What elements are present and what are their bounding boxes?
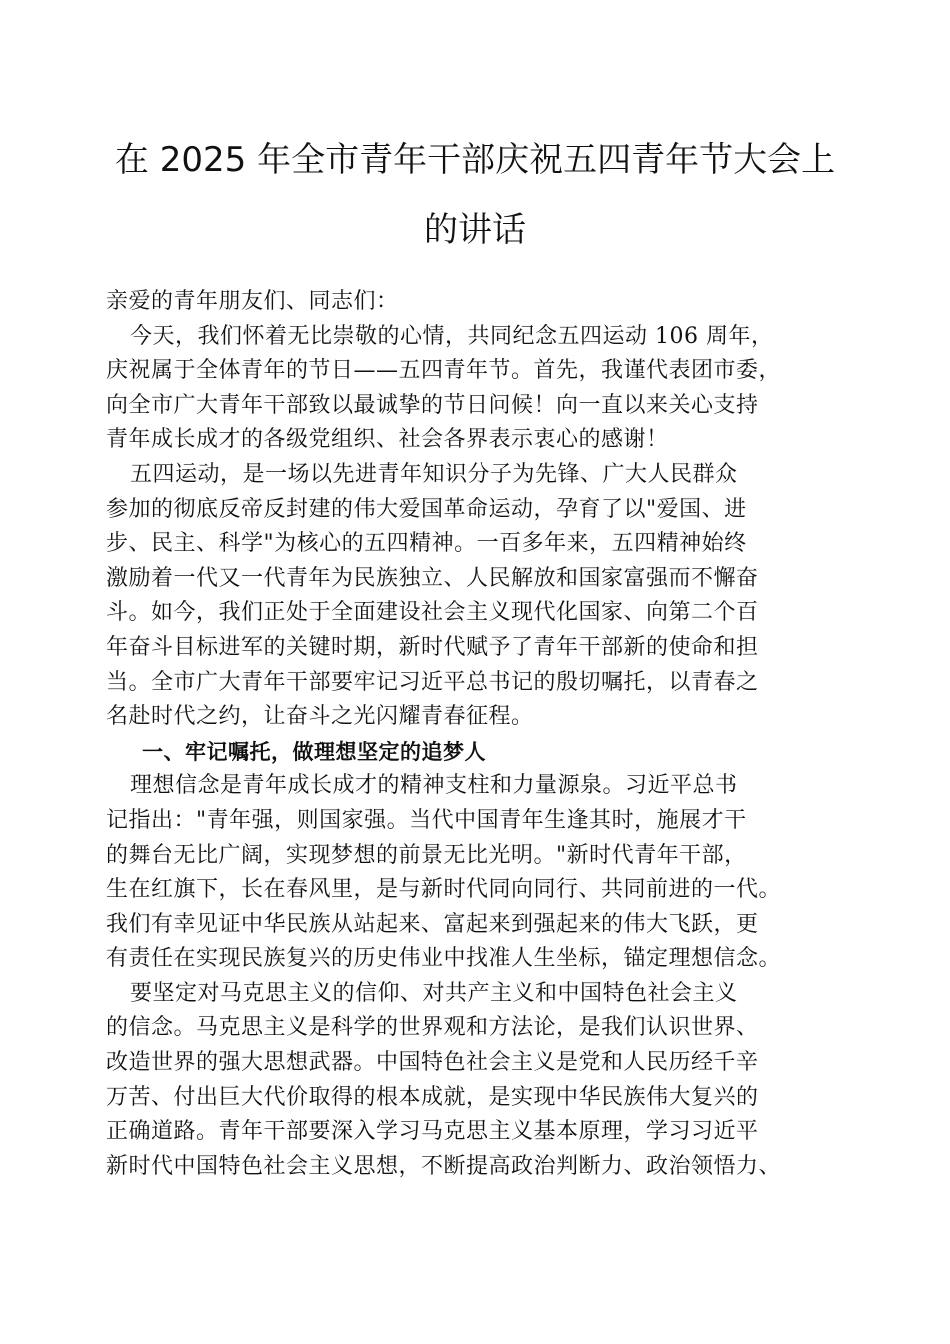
body-text-line: 步、民主、科学"为核心的五四精神。一百多年来，五四精神始终 <box>106 531 747 557</box>
body-text-line: 有责任在实现民族复兴的历史伟业中找准人生坐标，锚定理想信念。 <box>106 946 782 972</box>
body-text-line: 万苦、付出巨大代价取得的根本成就，是实现中华民族伟大复兴的 <box>106 1084 759 1110</box>
body-text-line: 理想信念是青年成长成才的精神支柱和力量源泉。习近平总书 <box>130 773 738 799</box>
body-text-line: 年奋斗目标进军的关键时期，新时代赋予了青年干部新的使命和担 <box>106 634 759 660</box>
body-text-line: 的舞台无比广阔，实现梦想的前景无比光明。"新时代青年干部， <box>106 842 747 868</box>
body-text-line: 正确道路。青年干部要深入学习马克思主义基本原理，学习习近平 <box>106 1119 759 1145</box>
body-text-line: 的信念。马克思主义是科学的世界观和方法论，是我们认识世界、 <box>106 1015 759 1041</box>
body-text-line: 要坚定对马克思主义的信仰、对共产主义和中国特色社会主义 <box>130 980 738 1006</box>
body-text-line: 我们有幸见证中华民族从站起来、富起来到强起来的伟大飞跃，更 <box>106 911 759 937</box>
body-text-line: 向全市广大青年干部致以最诚挚的节日问候！向一直以来关心支持 <box>106 392 759 418</box>
body-text-line: 青年成长成才的各级党组织、社会各界表示衷心的感谢！ <box>106 427 669 453</box>
body-text-line: 当。全市广大青年干部要牢记习近平总书记的殷切嘱托，以青春之 <box>106 669 759 695</box>
body-text-line: 记指出："青年强，则国家强。当代中国青年生逢其时，施展才干 <box>106 807 747 833</box>
body-text-line: 名赴时代之约，让奋斗之光闪耀青春征程。 <box>106 704 534 730</box>
body-text-line: 斗。如今，我们正处于全面建设社会主义现代化国家、向第二个百 <box>106 600 759 626</box>
body-text-line: 激励着一代又一代青年为民族独立、人民解放和国家富强而不懈奋 <box>106 565 759 591</box>
body-text-line: 新时代中国特色社会主义思想，不断提高政治判断力、政治领悟力、 <box>106 1153 782 1179</box>
salutation: 亲爱的青年朋友们、同志们： <box>106 289 399 314</box>
body-text-line: 五四运动，是一场以先进青年知识分子为先锋、广大人民群众 <box>130 461 738 487</box>
section-heading: 一、牢记嘱托，做理想坚定的追梦人 <box>142 739 486 764</box>
body-text-line: 今天，我们怀着无比崇敬的心情，共同纪念五四运动 106 周年， <box>130 323 774 349</box>
body-text-line: 生在红旗下，长在春风里，是与新时代同向同行、共同前进的一代。 <box>106 877 782 903</box>
body-text-line: 改造世界的强大思想武器。中国特色社会主义是党和人民历经千辛 <box>106 1050 759 1076</box>
document-title <box>100 125 850 265</box>
body-text-line: 参加的彻底反帝反封建的伟大爱国革命运动，孕育了以"爱国、进 <box>106 496 747 522</box>
document-body <box>106 285 856 1184</box>
body-text-line: 庆祝属于全体青年的节日——五四青年节。首先，我谨代表团市委， <box>106 358 782 384</box>
title-line-2: 的讲话 <box>424 210 526 250</box>
title-line-1: 在 2025 年全市青年干部庆祝五四青年节大会上 <box>114 140 836 180</box>
